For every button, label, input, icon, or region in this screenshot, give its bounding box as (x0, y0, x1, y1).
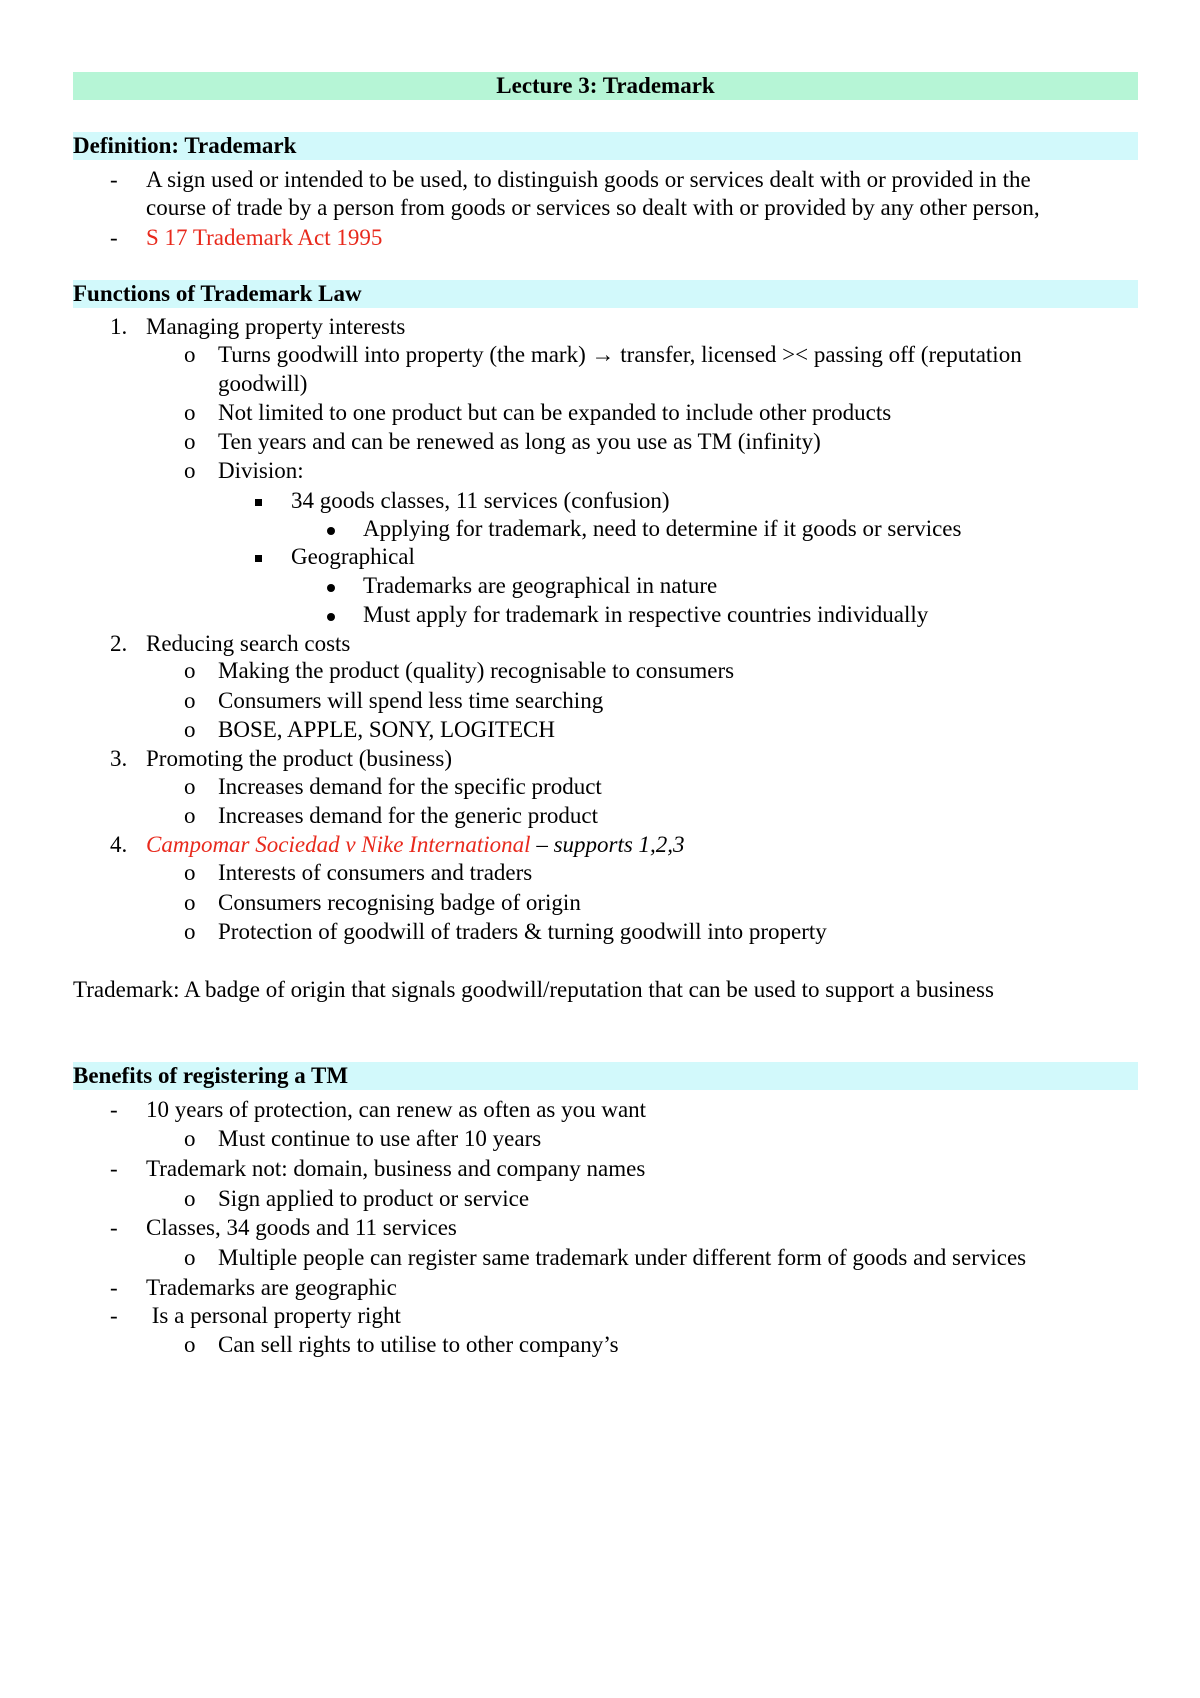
list-item-text: Division: (218, 458, 304, 483)
list-item-text: Must continue to use after 10 years (218, 1126, 542, 1151)
list-item-text: Consumers recognising badge of origin (218, 890, 581, 915)
list-number: 4. (110, 832, 128, 857)
summary-paragraph: Trademark: A badge of origin that signals goodwill/reputation that can be used to support a business (73, 977, 994, 1002)
list-marker-o: o (184, 688, 196, 713)
list-marker-o: o (184, 717, 196, 742)
arrow-right-icon: → (591, 342, 615, 367)
list-item-text: 10 years of protection, can renew as often as you want (146, 1097, 647, 1122)
list-marker-dash: - (110, 225, 118, 250)
list-marker-o: o (184, 342, 196, 367)
list-marker-dash: - (110, 1156, 118, 1181)
list-marker-dash: - (110, 1275, 118, 1300)
list-marker-o: o (184, 774, 196, 799)
list-number: 1. (110, 314, 128, 339)
list-item-text: Must apply for trademark in respective countries individually (363, 602, 929, 627)
list-item-text: Trademark not: domain, business and company names (146, 1156, 646, 1181)
list-marker-o: o (184, 1126, 196, 1151)
list-item-text: 34 goods classes, 11 services (confusion) (291, 488, 670, 513)
list-item-text: Increases demand for the generic product (218, 803, 598, 828)
list-marker-dash: - (110, 1215, 118, 1240)
list-item-text: Is a personal property right (146, 1303, 401, 1328)
list-item-text: Sign applied to product or service (218, 1186, 530, 1211)
list-marker-o: o (184, 803, 196, 828)
section-heading-functions: Functions of Trademark Law (73, 280, 1138, 308)
round-bullet-icon (327, 601, 335, 629)
case-reference: Campomar Sociedad v Nike International (146, 832, 531, 857)
statute-reference: S 17 Trademark Act 1995 (146, 225, 383, 250)
list-marker-o: o (184, 658, 196, 683)
list-marker-o: o (184, 1332, 196, 1357)
list-item-text: BOSE, APPLE, SONY, LOGITECH (218, 717, 555, 742)
list-item-text: Campomar Sociedad v Nike International – supports 1,2,3 (146, 832, 685, 857)
list-marker-dash: - (110, 1303, 118, 1328)
round-bullet-icon (327, 572, 335, 600)
list-item-text: Increases demand for the specific product (218, 774, 602, 799)
section-heading-benefits: Benefits of registering a TM (73, 1062, 1138, 1090)
list-marker-o: o (184, 890, 196, 915)
square-bullet-icon (255, 487, 262, 515)
list-item-text: Multiple people can register same trademark under different form of goods and services (218, 1245, 1027, 1270)
list-item-text: Consumers will spend less time searching (218, 688, 604, 713)
list-number: 2. (110, 631, 128, 656)
list-item-text: Ten years and can be renewed as long as you use as TM (infinity) (218, 429, 821, 454)
page-title: Lecture 3: Trademark (73, 72, 1138, 100)
list-marker-o: o (184, 919, 196, 944)
list-item-text: Geographical (291, 544, 415, 569)
list-marker-o: o (184, 429, 196, 454)
list-marker-dash: - (110, 1097, 118, 1122)
list-marker-o: o (184, 458, 196, 483)
list-marker-o: o (184, 1186, 196, 1211)
list-item-text: goodwill) (218, 371, 308, 396)
list-item-text: Promoting the product (business) (146, 746, 452, 771)
section-heading-definition: Definition: Trademark (73, 132, 1138, 160)
list-number: 3. (110, 746, 128, 771)
list-item-text: Classes, 34 goods and 11 services (146, 1215, 457, 1240)
list-item-text: Making the product (quality) recognisable to consumers (218, 658, 735, 683)
square-bullet-icon (255, 543, 262, 571)
list-item-text: A sign used or intended to be used, to distinguish goods or services dealt with or provided in the (146, 167, 1031, 192)
list-marker-o: o (184, 1245, 196, 1270)
list-marker-o: o (184, 400, 196, 425)
list-item-text: Trademarks are geographic (146, 1275, 397, 1300)
list-item-text: Can sell rights to utilise to other company’s (218, 1332, 619, 1357)
round-bullet-icon (327, 515, 335, 543)
list-item-text: Applying for trademark, need to determine if it goods or services (363, 516, 962, 541)
list-item-text: course of trade by a person from goods or services so dealt with or provided by any other person, (146, 195, 1040, 220)
list-item-text: Managing property interests (146, 314, 406, 339)
list-item-text: Trademarks are geographical in nature (363, 573, 718, 598)
list-item-text: Turns goodwill into property (the mark) → transfer, licensed >< passing off (reputation (218, 342, 1022, 367)
list-item-text: Protection of goodwill of traders & turning goodwill into property (218, 919, 827, 944)
list-item-text: Not limited to one product but can be expanded to include other products (218, 400, 892, 425)
list-item-text: Interests of consumers and traders (218, 860, 533, 885)
list-marker-o: o (184, 860, 196, 885)
list-marker-dash: - (110, 167, 118, 192)
list-item-text: Reducing search costs (146, 631, 351, 656)
